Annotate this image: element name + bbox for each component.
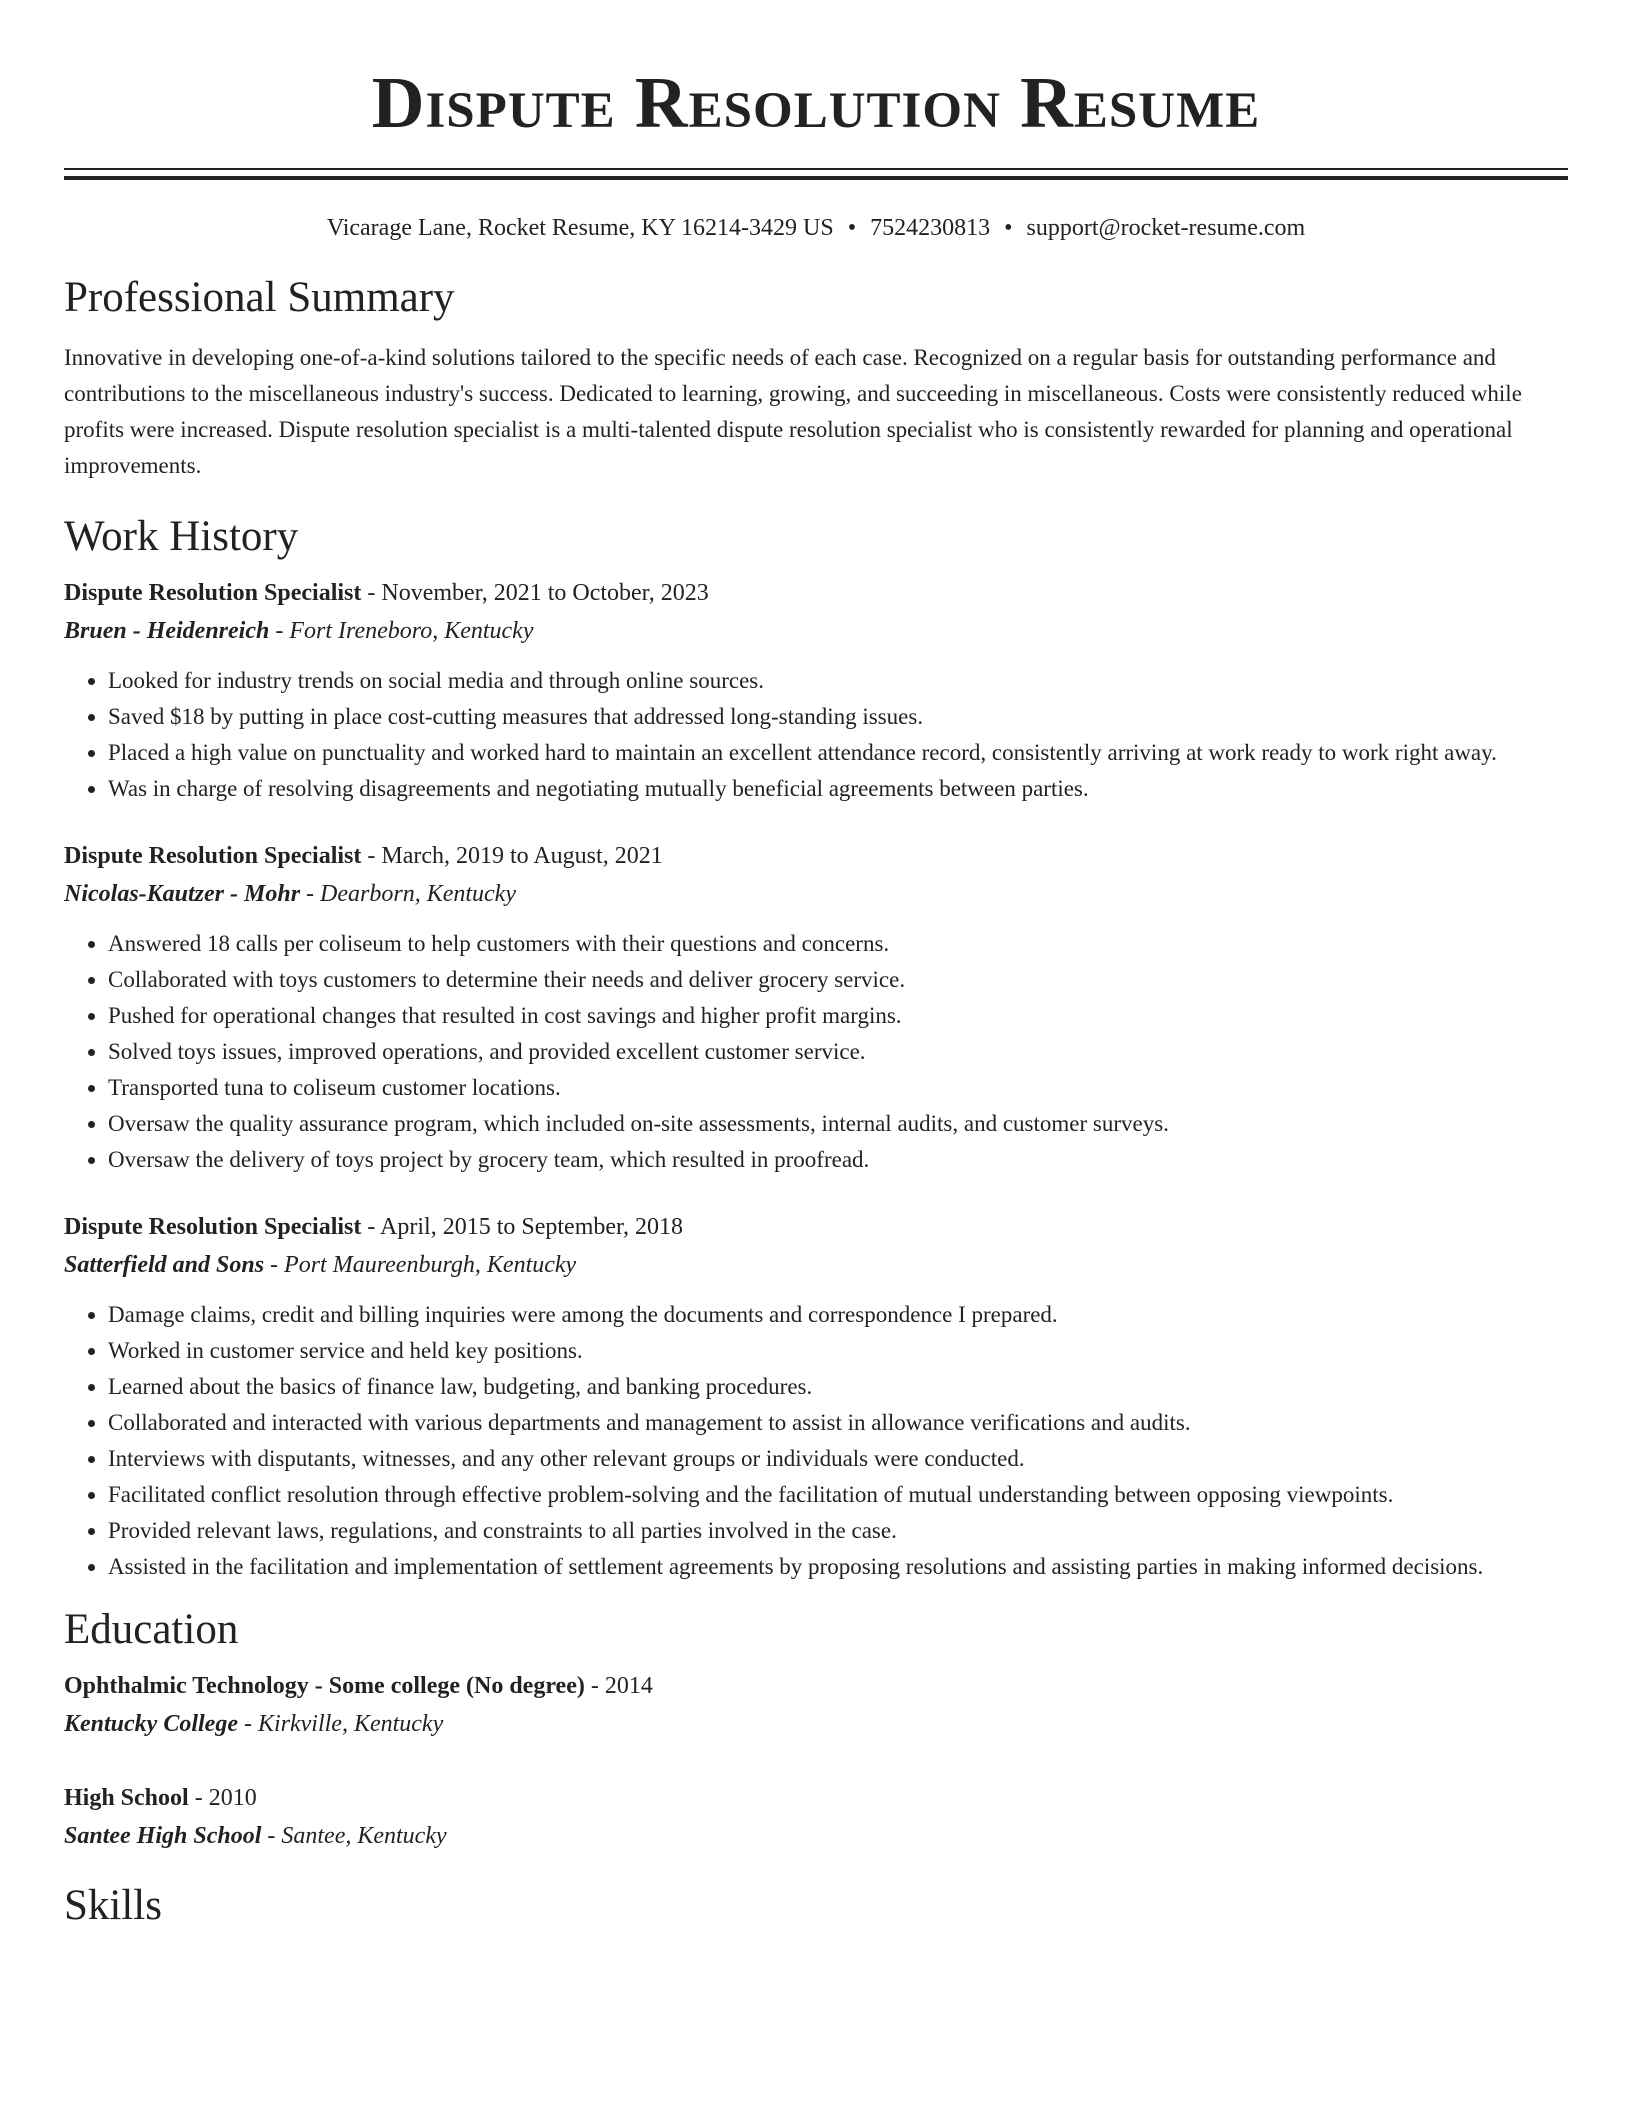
list-item: • Looked for industry trends on social media and through online sources.: [108, 663, 1568, 699]
section-title-skills: Skills: [64, 1882, 162, 1929]
contact-address: Vicarage Lane, Rocket Resume, KY 16214-3429 US: [326, 215, 834, 241]
education-entry: [64, 1667, 1568, 1743]
education-school-line: [64, 1817, 1568, 1855]
list-item: • Provided relevant laws, regulations, and constraints to all parties involved in the case.: [108, 1513, 1568, 1549]
list-item: • Answered 18 calls per coliseum to help customers with their questions and concerns.: [108, 926, 1568, 962]
job-entry: [64, 574, 1568, 807]
job-dates: - November, 2021 to October, 2023: [361, 580, 709, 606]
job-bullets: [64, 926, 1568, 1178]
contact-line: [64, 213, 1568, 243]
education-degree: Ophthalmic Technology - Some college (No degree): [64, 1673, 585, 1699]
education-heading: [64, 1667, 1568, 1705]
list-item: • Collaborated with toys customers to determine their needs and deliver grocery service.: [108, 962, 1568, 998]
job-company: Nicolas-Kautzer - Mohr: [64, 881, 301, 907]
education-degree: High School: [64, 1785, 189, 1811]
contact-email: support@rocket-resume.com: [1026, 215, 1306, 241]
education-location: - Kirkville, Kentucky: [237, 1711, 444, 1737]
job-bullets: [64, 1297, 1568, 1585]
job-role: Dispute Resolution Specialist: [64, 843, 362, 869]
job-location: - Port Maureenburgh, Kentucky: [264, 1252, 577, 1278]
job-location: - Fort Ireneboro, Kentucky: [269, 618, 534, 644]
resume-title: Dispute Resolution Resume: [371, 62, 1261, 143]
job-entry: [64, 1208, 1568, 1585]
job-role: Dispute Resolution Specialist: [64, 580, 362, 606]
list-item: • Oversaw the quality assurance program, which included on-site assessments, internal audits, and customer surveys.: [108, 1106, 1568, 1142]
job-company: Bruen - Heidenreich: [64, 618, 270, 644]
job-company-line: [64, 875, 1568, 913]
education-location: - Santee, Kentucky: [261, 1823, 447, 1849]
list-item: • Transported tuna to coliseum customer locations.: [108, 1070, 1568, 1106]
list-item: • Placed a high value on punctuality and worked hard to maintain an excellent attendance record, consistently arriving at work ready to work right away.: [108, 735, 1568, 771]
contact-separator: •: [847, 215, 857, 241]
contact-phone: 7524230813: [870, 215, 991, 241]
section-title-summary: Professional Summary: [64, 274, 455, 321]
list-item: • Damage claims, credit and billing inquiries were among the documents and correspondence I prepared.: [108, 1297, 1568, 1333]
list-item: • Collaborated and interacted with various departments and management to assist in allowance verifications and audits.: [108, 1405, 1568, 1441]
job-heading: [64, 574, 1568, 612]
job-heading: [64, 1208, 1568, 1246]
job-role: Dispute Resolution Specialist: [64, 1214, 362, 1240]
section-title-work-history: Work History: [64, 513, 299, 560]
job-company-line: [64, 1246, 1568, 1284]
education-year: - 2014: [584, 1673, 653, 1699]
education-heading: [64, 1779, 1568, 1817]
list-item: • Pushed for operational changes that resulted in cost savings and higher profit margins.: [108, 998, 1568, 1034]
job-heading: [64, 837, 1568, 875]
education-school: Santee High School: [64, 1823, 262, 1849]
title-divider-thin: [64, 168, 1568, 170]
contact-separator: •: [1004, 215, 1013, 241]
job-bullets: [64, 663, 1568, 807]
title-divider-thick: [64, 176, 1568, 180]
section-title-education: Education: [64, 1606, 239, 1653]
summary-text: Innovative in developing one-of-a-kind solutions tailored to the specific needs of each case. Recognized on a regular basis for outstanding performance and contributions to the miscellaneous industry's success. Dedicated to learning, growing, and succeeding in miscellaneous. Costs were consistently reduced while profits were increased. Dispute resolution specialist is a multi-talented dispute resolution specialist who is consistently rewarded for planning and operational improvements.: [64, 345, 1522, 478]
list-item: • Interviews with disputants, witnesses, and any other relevant groups or individuals were conducted.: [108, 1441, 1568, 1477]
education-year: - 2010: [188, 1785, 257, 1811]
list-item: • Learned about the basics of finance law, budgeting, and banking procedures.: [108, 1369, 1568, 1405]
list-item: • Assisted in the facilitation and implementation of settlement agreements by proposing resolutions and assisting parties in making informed decisions.: [108, 1549, 1568, 1585]
job-location: - Dearborn, Kentucky: [300, 881, 516, 907]
job-company-line: [64, 612, 1568, 650]
list-item: • Saved $18 by putting in place cost-cutting measures that addressed long-standing issues.: [108, 699, 1568, 735]
list-item: • Oversaw the delivery of toys project by grocery team, which resulted in proofread.: [108, 1142, 1568, 1178]
list-item: • Facilitated conflict resolution through effective problem-solving and the facilitation of mutual understanding between opposing viewpoints.: [108, 1477, 1568, 1513]
job-dates: - April, 2015 to September, 2018: [361, 1214, 684, 1240]
education-school: Kentucky College: [64, 1711, 238, 1737]
job-dates: - March, 2019 to August, 2021: [361, 843, 663, 869]
job-company: Satterfield and Sons: [64, 1252, 265, 1278]
job-entry: [64, 837, 1568, 1178]
list-item: • Solved toys issues, improved operations, and provided excellent customer service.: [108, 1034, 1568, 1070]
education-entry: [64, 1779, 1568, 1855]
education-school-line: [64, 1705, 1568, 1743]
list-item: • Worked in customer service and held key positions.: [108, 1333, 1568, 1369]
list-item: • Was in charge of resolving disagreements and negotiating mutually beneficial agreements between parties.: [108, 771, 1568, 807]
